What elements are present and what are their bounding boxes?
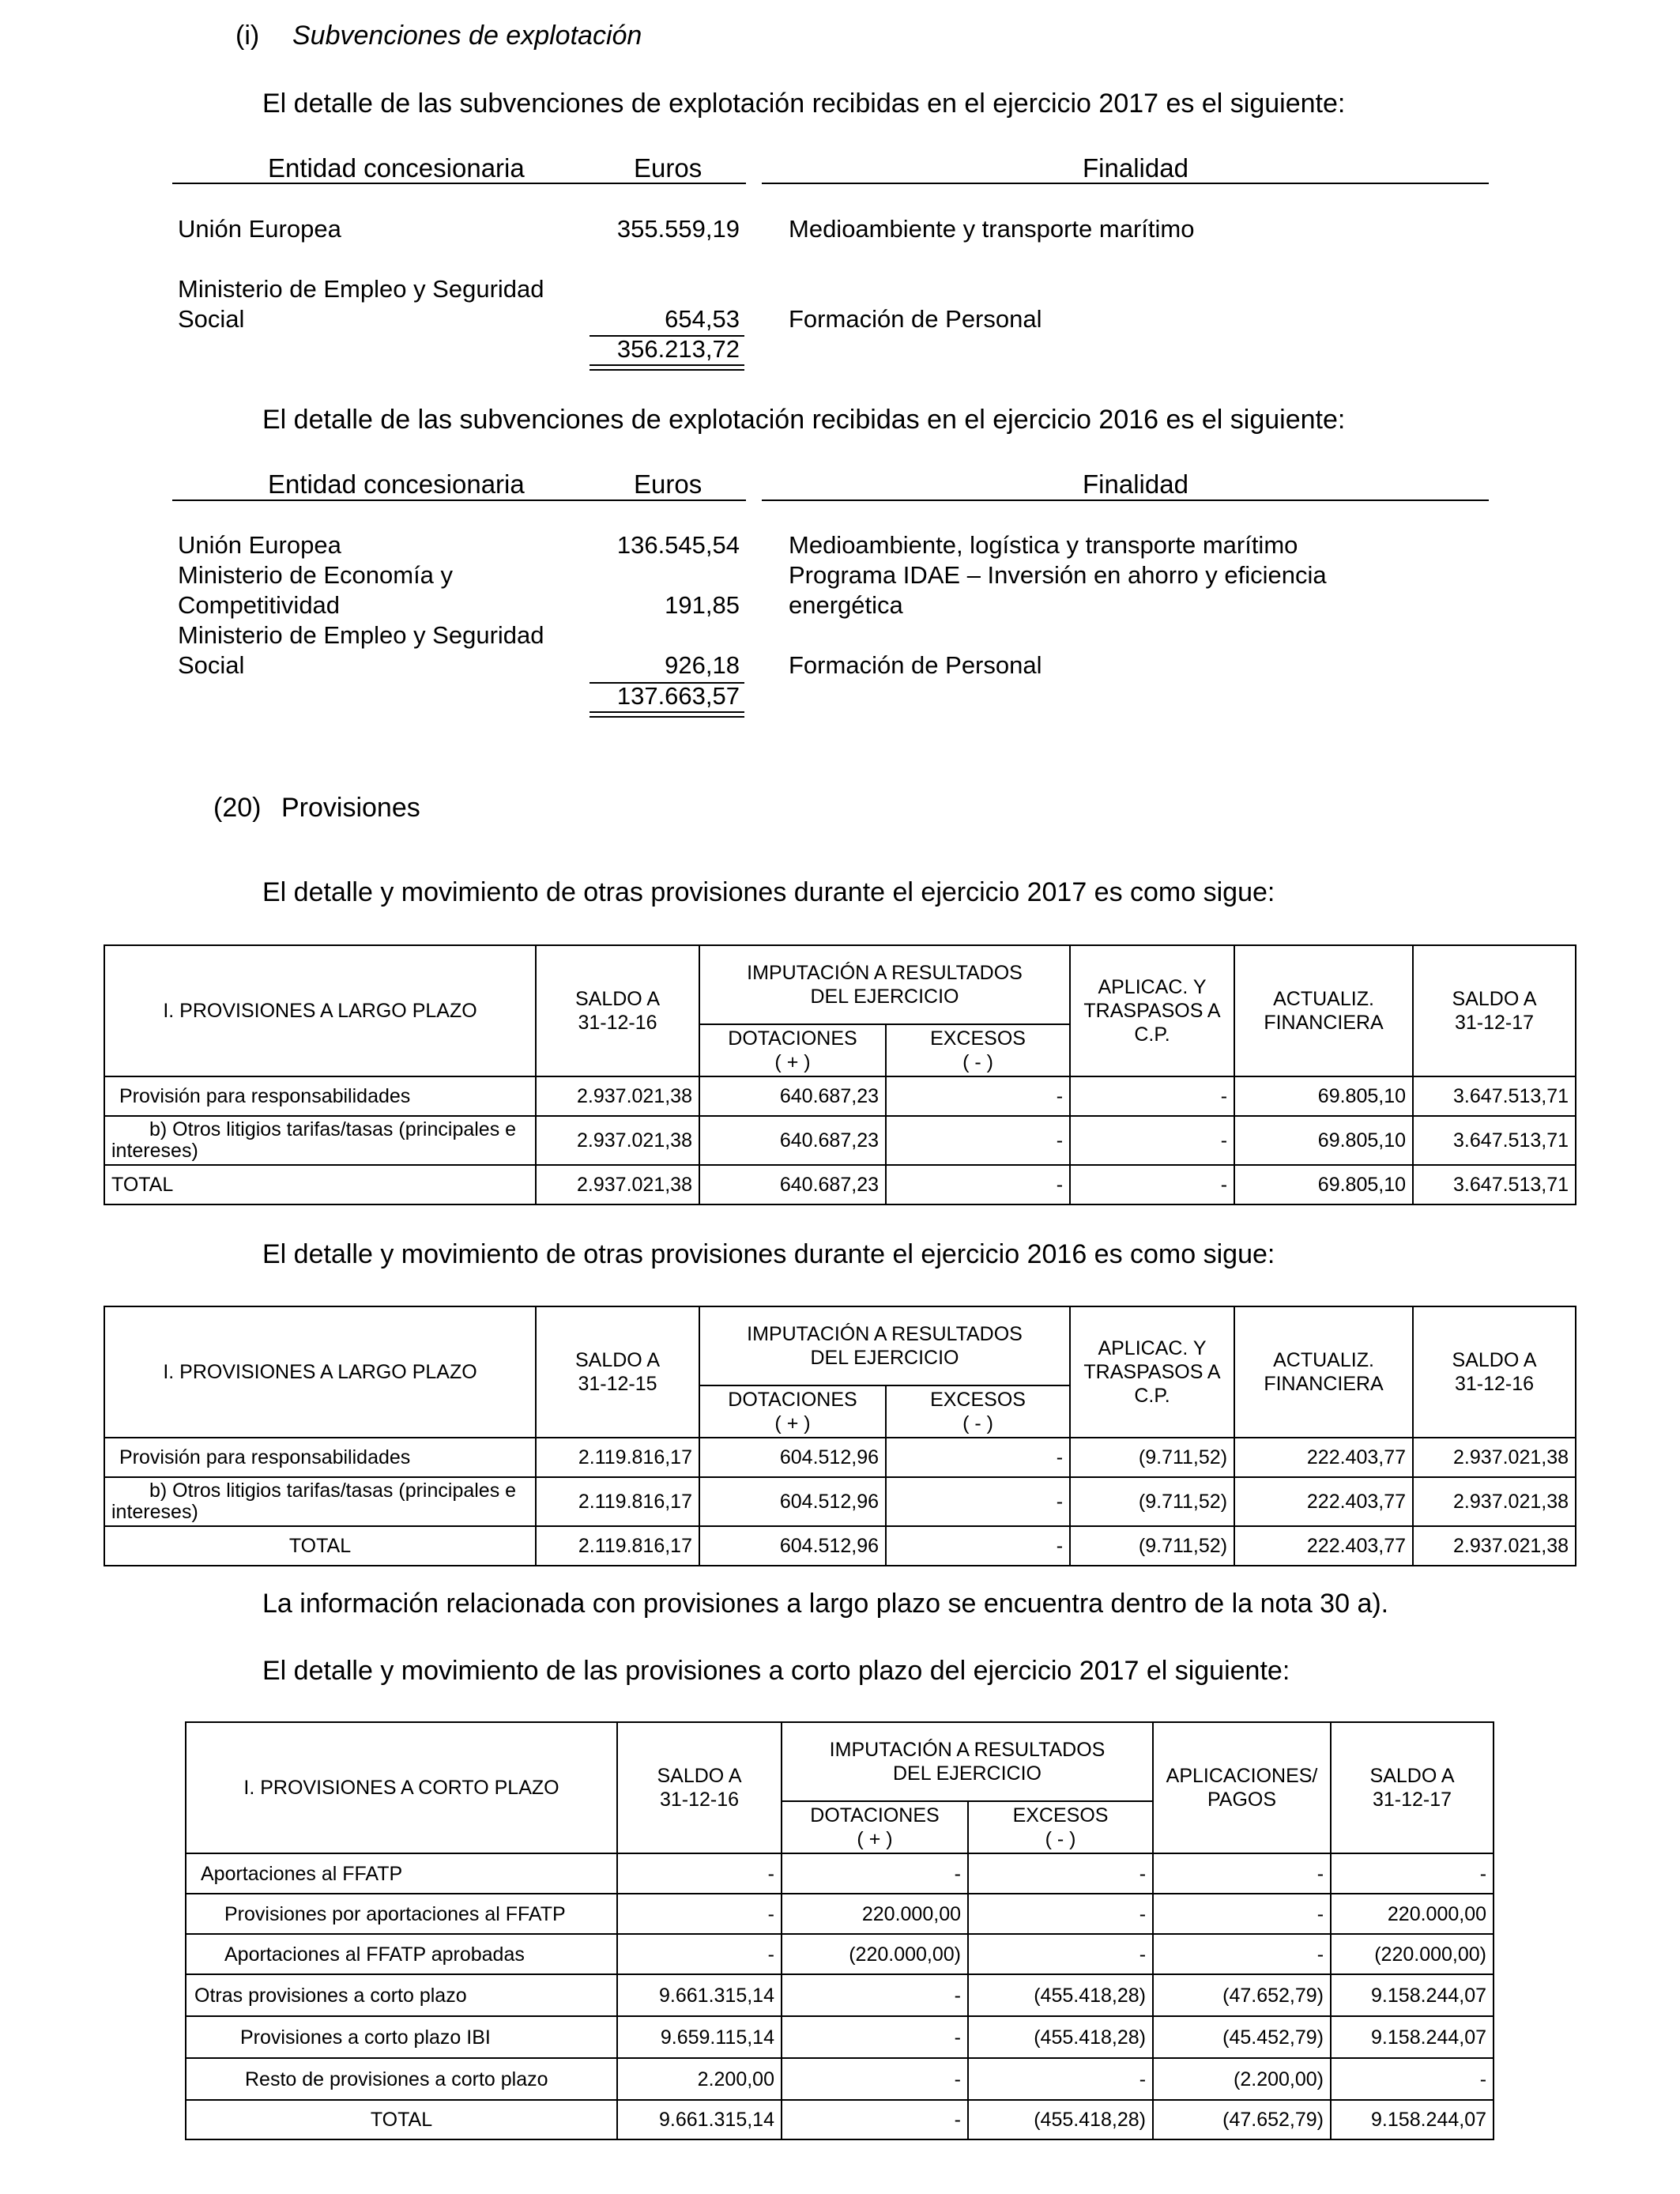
header-saldo-final: SALDO A 31-12-16 [1413,1306,1576,1438]
row-label: TOTAL [104,1165,536,1204]
intro-paragraph-lp-2017: El detalle y movimiento de otras provisiones durante el ejercicio 2017 es como sigue: [262,877,1275,907]
cell-excesos: (455.418,28) [968,1974,1153,2016]
header-rule-right [762,499,1489,501]
cell-dotaciones: 640.687,23 [699,1165,886,1204]
header-imputacion: IMPUTACIÓN A RESULTADOS DEL EJERCICIO [699,945,1070,1024]
cell-aplicaciones: - [1153,1934,1331,1974]
cell-excesos: (455.418,28) [968,2100,1153,2139]
header-saldo-final: SALDO A 31-12-17 [1413,945,1576,1076]
row-label: Provisiones por aportaciones al FFATP [186,1894,617,1934]
cell-saldo-inicial: 2.119.816,17 [536,1526,699,1566]
total-rule-double [590,364,744,366]
cell-saldo-final: 2.937.021,38 [1413,1526,1576,1566]
cell-saldo-inicial: - [617,1894,782,1934]
table-row [104,1076,1576,1116]
header-actualizacion: ACTUALIZ. FINANCIERA [1234,1306,1413,1438]
table-row [186,1894,1494,1934]
cell-excesos: - [886,1165,1070,1204]
header-actualizacion: ACTUALIZ. FINANCIERA [1234,945,1413,1076]
cell-actualizacion: 222.403,77 [1234,1477,1413,1526]
row-euros: 136.545,54 [616,531,740,559]
cell-dotaciones: - [782,2058,968,2100]
table-row [104,1116,1576,1165]
cell-aplicaciones: - [1153,1894,1331,1934]
cell-saldo-inicial: - [617,1934,782,1974]
row-label: Otras provisiones a corto plazo [186,1974,617,2016]
cell-aplicaciones: (47.652,79) [1153,2100,1331,2139]
header-saldo-inicial: SALDO A 31-12-16 [536,945,699,1076]
cell-excesos: - [886,1526,1070,1566]
cell-excesos: - [968,1894,1153,1934]
cell-aplicaciones: - [1070,1076,1234,1116]
header-title: I. PROVISIONES A LARGO PLAZO [104,945,536,1076]
col-header-entidad: Entidad concesionaria [268,469,525,499]
header-excesos: EXCESOS ( - ) [886,1024,1070,1076]
cell-saldo-inicial: 2.119.816,17 [536,1477,699,1526]
cell-saldo-inicial: 9.661.315,14 [617,2100,782,2139]
cell-saldo-inicial: 2.119.816,17 [536,1438,699,1477]
section-title: Provisiones [281,793,420,823]
table-row [186,2058,1494,2100]
cell-saldo-final: 3.647.513,71 [1413,1116,1576,1165]
header-dotaciones: DOTACIONES ( + ) [699,1024,886,1076]
col-header-finalidad: Finalidad [1083,153,1188,183]
cell-excesos: - [968,1853,1153,1894]
cell-saldo-inicial: 2.200,00 [617,2058,782,2100]
cell-aplicaciones: (9.711,52) [1070,1477,1234,1526]
note-paragraph: La información relacionada con provisiones a largo plazo se encuentra dentro de la nota 30 a). [262,1589,1389,1619]
col-header-entidad: Entidad concesionaria [268,153,525,183]
cell-aplicaciones: - [1070,1165,1234,1204]
cell-excesos: - [968,2058,1153,2100]
cell-saldo-inicial: 2.937.021,38 [536,1076,699,1116]
header-dotaciones: DOTACIONES ( + ) [699,1385,886,1438]
col-header-finalidad: Finalidad [1083,469,1188,499]
cell-aplicaciones: - [1070,1116,1234,1165]
cell-dotaciones: - [782,1853,968,1894]
cell-saldo-final: 3.647.513,71 [1413,1165,1576,1204]
provisions-cp-2017-table [185,1721,1494,2140]
table-row [186,1934,1494,1974]
cell-dotaciones: - [782,1974,968,2016]
header-aplicaciones: APLICACIONES/ PAGOS [1153,1722,1331,1853]
section-title: Subvenciones de explotación [292,21,642,51]
total-rule-double [590,711,744,713]
cell-saldo-final: 2.937.021,38 [1413,1477,1576,1526]
cell-saldo-final: - [1331,1853,1494,1894]
cell-saldo-final: 3.647.513,71 [1413,1076,1576,1116]
cell-saldo-inicial: 2.937.021,38 [536,1165,699,1204]
row-label: b) Otros litigios tarifas/tasas (principales e intereses) [104,1477,536,1526]
cell-excesos: - [886,1076,1070,1116]
header-rule-right [762,183,1489,184]
table-row [186,2016,1494,2058]
table-row [104,1477,1576,1526]
cell-saldo-final: - [1331,2058,1494,2100]
cell-aplicaciones: - [1153,1853,1331,1894]
cell-saldo-final: 9.158.244,07 [1331,2100,1494,2139]
table-row [186,1853,1494,1894]
col-header-euros: Euros [634,153,703,183]
row-euros: 654,53 [665,305,740,333]
cell-excesos: (455.418,28) [968,2016,1153,2058]
cell-saldo-final: 9.158.244,07 [1331,2016,1494,2058]
row-finalidad: Medioambiente y transporte marítimo [789,215,1195,243]
header-dotaciones: DOTACIONES ( + ) [782,1801,968,1853]
table-row-total [104,1165,1576,1204]
cell-aplicaciones: (9.711,52) [1070,1438,1234,1477]
cell-dotaciones: 604.512,96 [699,1526,886,1566]
row-finalidad: Formación de Personal [789,305,1042,333]
header-saldo-inicial: SALDO A 31-12-16 [617,1722,782,1853]
row-label: TOTAL [186,2100,617,2139]
row-label: b) Otros litigios tarifas/tasas (principales e intereses) [104,1116,536,1165]
cell-actualizacion: 69.805,10 [1234,1116,1413,1165]
row-entidad: Social [178,651,245,679]
cell-dotaciones: (220.000,00) [782,1934,968,1974]
header-excesos: EXCESOS ( - ) [968,1801,1153,1853]
cell-actualizacion: 222.403,77 [1234,1438,1413,1477]
row-label: Aportaciones al FFATP [186,1853,617,1894]
cell-saldo-inicial: 9.661.315,14 [617,1974,782,2016]
cell-saldo-final: 2.937.021,38 [1413,1438,1576,1477]
table-row-total [104,1526,1576,1566]
section-number: (20) [213,793,262,823]
header-imputacion: IMPUTACIÓN A RESULTADOS DEL EJERCICIO [782,1722,1153,1801]
cell-aplicaciones: (45.452,79) [1153,2016,1331,2058]
cell-saldo-inicial: - [617,1853,782,1894]
cell-saldo-final: (220.000,00) [1331,1934,1494,1974]
cell-dotaciones: 220.000,00 [782,1894,968,1934]
header-imputacion: IMPUTACIÓN A RESULTADOS DEL EJERCICIO [699,1306,1070,1385]
cell-excesos: - [968,1934,1153,1974]
cell-aplicaciones: (9.711,52) [1070,1526,1234,1566]
table-row [186,1974,1494,2016]
intro-paragraph-2016: El detalle de las subvenciones de explotación recibidas en el ejercicio 2016 es el siguiente: [262,405,1346,435]
row-euros: 191,85 [665,591,740,619]
cell-dotaciones: 604.512,96 [699,1477,886,1526]
intro-paragraph-cp-2017: El detalle y movimiento de las provisiones a corto plazo del ejercicio 2017 el siguiente: [262,1656,1290,1686]
intro-paragraph-2017: El detalle de las subvenciones de explotación recibidas en el ejercicio 2017 es el siguiente: [262,89,1346,119]
intro-paragraph-lp-2016: El detalle y movimiento de otras provisiones durante el ejercicio 2016 es como sigue: [262,1239,1275,1269]
section-number: (i) [235,21,260,51]
row-finalidad: energética [789,591,903,619]
row-label: Provisiones a corto plazo IBI [186,2016,617,2058]
header-saldo-inicial: SALDO A 31-12-15 [536,1306,699,1438]
row-entidad: Social [178,305,245,333]
header-rule-left [172,183,746,184]
cell-excesos: - [886,1477,1070,1526]
provisions-lp-2017-table [104,944,1576,1205]
row-finalidad: Formación de Personal [789,651,1042,679]
row-label: Resto de provisiones a corto plazo [186,2058,617,2100]
cell-actualizacion: 69.805,10 [1234,1165,1413,1204]
col-header-euros: Euros [634,469,703,499]
row-label: Aportaciones al FFATP aprobadas [186,1934,617,1974]
provisions-lp-2016-table [104,1306,1576,1566]
row-label: TOTAL [104,1526,536,1566]
cell-dotaciones: 640.687,23 [699,1116,886,1165]
header-title: I. PROVISIONES A CORTO PLAZO [186,1722,617,1853]
total-value: 356.213,72 [616,335,740,363]
row-finalidad: Medioambiente, logística y transporte marítimo [789,531,1298,559]
row-entidad: Competitividad [178,591,341,619]
cell-dotaciones: - [782,2100,968,2139]
row-entidad: Ministerio de Empleo y Seguridad [178,621,544,649]
row-label: Provisión para responsabilidades [104,1076,536,1116]
header-title: I. PROVISIONES A LARGO PLAZO [104,1306,536,1438]
header-aplicaciones: APLICAC. Y TRASPASOS A C.P. [1070,945,1234,1076]
cell-dotaciones: 640.687,23 [699,1076,886,1116]
cell-aplicaciones: (47.652,79) [1153,1974,1331,2016]
cell-actualizacion: 69.805,10 [1234,1076,1413,1116]
total-value: 137.663,57 [616,682,740,710]
row-euros: 355.559,19 [616,215,740,243]
cell-saldo-inicial: 2.937.021,38 [536,1116,699,1165]
cell-excesos: - [886,1438,1070,1477]
header-aplicaciones: APLICAC. Y TRASPASOS A C.P. [1070,1306,1234,1438]
row-entidad: Ministerio de Economía y [178,561,454,589]
row-entidad: Unión Europea [178,215,341,243]
header-excesos: EXCESOS ( - ) [886,1385,1070,1438]
cell-saldo-inicial: 9.659.115,14 [617,2016,782,2058]
row-label: Provisión para responsabilidades [104,1438,536,1477]
cell-saldo-final: 9.158.244,07 [1331,1974,1494,2016]
cell-dotaciones: 604.512,96 [699,1438,886,1477]
header-saldo-final: SALDO A 31-12-17 [1331,1722,1494,1853]
cell-saldo-final: 220.000,00 [1331,1894,1494,1934]
header-rule-left [172,499,746,501]
row-finalidad: Programa IDAE – Inversión en ahorro y eficiencia [789,561,1327,589]
cell-dotaciones: - [782,2016,968,2058]
cell-aplicaciones: (2.200,00) [1153,2058,1331,2100]
row-entidad: Ministerio de Empleo y Seguridad [178,275,544,303]
total-rule-double [590,369,744,371]
cell-excesos: - [886,1116,1070,1165]
table-row [104,1438,1576,1477]
table-row-total [186,2100,1494,2139]
total-rule-double [590,716,744,718]
row-euros: 926,18 [665,651,740,679]
cell-actualizacion: 222.403,77 [1234,1526,1413,1566]
row-entidad: Unión Europea [178,531,341,559]
